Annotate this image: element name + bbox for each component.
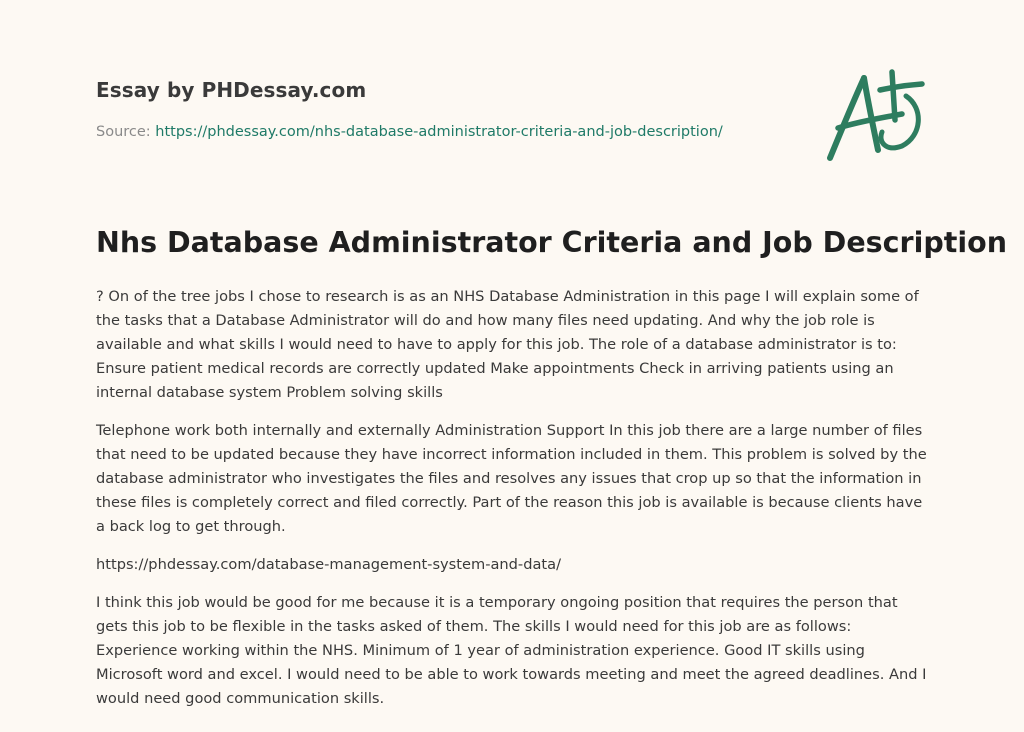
essay-paragraph: ? On of the tree jobs I chose to research is as an NHS Database Administration in this page I will explain some of the tasks that a Database Administrator will do and how many files need updating. And why the job role is available and what skills I would need to have to apply for this job. The role of a database administrator is to: Ensure patient medical records are correctly updated Make appointments Check in arriving patients using an internal database system Problem solving skills — [96, 288, 919, 401]
site-title: Essay by PHDessay.com — [96, 78, 367, 102]
essay-paragraph: I think this job would be good for me because it is a temporary ongoing position that requires the person that gets this job to be flexible in the tasks asked of them. The skills I would need for this job are as follows: Experience working within the NHS. Minimum of 1 year of administration experience. Good IT skills using Microsoft word and excel. I would need to be able to work towards meeting and meet the agreed deadlines. And I would need good communication skills. — [96, 594, 927, 707]
source-label: Source: — [96, 124, 151, 140]
source-link[interactable]: https://phdessay.com/nhs-database-administrator-criteria-and-job-description/ — [155, 124, 723, 140]
source-line — [96, 124, 723, 140]
essay-body — [96, 285, 932, 725]
a-plus-grade-icon — [818, 66, 932, 166]
essay-title: Nhs Database Administrator Criteria and Job Description — [96, 226, 1008, 259]
essay-paragraph: Telephone work both internally and externally Administration Support In this job there are a large number of files that need to be updated because they have incorrect information included in them. This problem is solved by the database administrator who investigates the files and resolves any issues that crop up so that the information in these files is completely correct and filed correctly. Part of the reason this job is available is because clients have a back log to get through. — [96, 422, 927, 535]
related-essay-link[interactable]: https://phdessay.com/database-management-system-and-data/ — [96, 556, 561, 573]
